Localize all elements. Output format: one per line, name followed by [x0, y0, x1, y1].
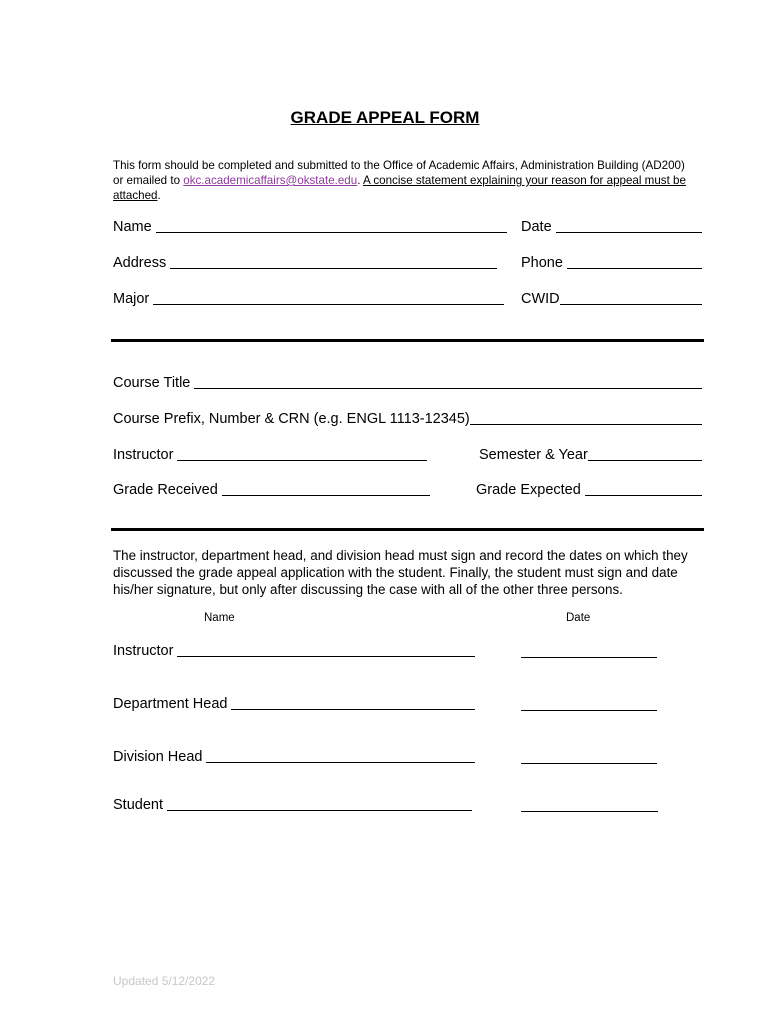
course-title-field[interactable]: [113, 374, 702, 391]
course-title-line[interactable]: [194, 374, 702, 389]
phone-label: Phone: [521, 255, 563, 271]
name-label: Name: [113, 219, 152, 235]
address-label: Address: [113, 255, 167, 271]
grade-expected-label: Grade Expected: [476, 482, 581, 498]
semester-year-label: Semester & Year: [479, 447, 588, 463]
semester-year-line[interactable]: [588, 446, 702, 461]
instructor-label: Instructor: [113, 447, 174, 463]
department-head-date-line[interactable]: [521, 710, 657, 711]
major-label: Major: [113, 291, 150, 307]
instructor-date-line[interactable]: [521, 657, 657, 658]
division-head-signature-label: Division Head: [113, 749, 203, 765]
attachment-requirement: A concise statement explaining your reason for appeal must be attached: [113, 174, 686, 202]
name-line[interactable]: [156, 218, 507, 233]
division-head-date-line[interactable]: [521, 763, 657, 764]
name-field[interactable]: [113, 218, 507, 235]
department-head-signature-line[interactable]: [231, 695, 475, 710]
date-field[interactable]: [521, 218, 702, 235]
intro-text: [113, 158, 693, 203]
course-title-label: Course Title: [113, 375, 191, 391]
student-signature-line[interactable]: [167, 796, 472, 811]
intro-text-part2: .: [357, 174, 364, 187]
page-title: GRADE APPEAL FORM: [290, 108, 480, 127]
grade-received-field[interactable]: [113, 481, 430, 498]
department-head-signature-label: Department Head: [113, 696, 228, 712]
phone-field[interactable]: [521, 254, 702, 271]
instructor-signature-label: Instructor: [113, 643, 174, 659]
division-head-signature-line[interactable]: [206, 748, 475, 763]
date-column-header: Date: [566, 612, 591, 624]
instructor-signature-field[interactable]: [113, 642, 475, 659]
email-link[interactable]: okc.academicaffairs@okstate.edu: [183, 174, 358, 187]
cwid-line[interactable]: [560, 290, 702, 305]
grade-expected-field[interactable]: [476, 481, 702, 498]
phone-line[interactable]: [567, 254, 702, 269]
course-prefix-line[interactable]: [470, 410, 702, 425]
student-signature-field[interactable]: [113, 796, 472, 813]
updated-date-footer: Updated 5/12/2022: [113, 974, 216, 988]
date-line[interactable]: [556, 218, 702, 233]
cwid-field[interactable]: [521, 290, 702, 307]
grade-expected-line[interactable]: [585, 481, 702, 496]
student-signature-label: Student: [113, 797, 163, 813]
instructor-line[interactable]: [177, 446, 427, 461]
semester-year-field[interactable]: [479, 446, 702, 463]
intro-text-part3: .: [157, 189, 161, 202]
intro-text-part1: This form should be completed and submitted to the Office of Academic Affairs, Administration Building (AD200) or emailed to: [113, 159, 685, 187]
course-prefix-field[interactable]: [113, 410, 702, 427]
signature-instructions: The instructor, department head, and division head must sign and record the dates on which they discussed the grade appeal application with the student. Finally, the student must sign and date his/her signature, but only after discussing the case with all of the other three persons.: [113, 548, 688, 597]
section-divider-1: [111, 339, 704, 342]
major-field[interactable]: [113, 290, 504, 307]
student-date-line[interactable]: [521, 811, 658, 812]
date-label: Date: [521, 219, 552, 235]
course-prefix-label: Course Prefix, Number & CRN (e.g. ENGL 1113-12345): [113, 411, 470, 427]
instructor-field[interactable]: [113, 446, 427, 463]
section-divider-2: [111, 528, 704, 531]
department-head-signature-field[interactable]: [113, 695, 475, 712]
instructor-signature-line[interactable]: [177, 642, 475, 657]
cwid-label: CWID: [521, 291, 560, 307]
division-head-signature-field[interactable]: [113, 748, 475, 765]
address-line[interactable]: [170, 254, 497, 269]
grade-received-label: Grade Received: [113, 482, 218, 498]
major-line[interactable]: [153, 290, 504, 305]
name-column-header: Name: [204, 612, 235, 624]
address-field[interactable]: [113, 254, 497, 271]
grade-received-line[interactable]: [222, 481, 430, 496]
